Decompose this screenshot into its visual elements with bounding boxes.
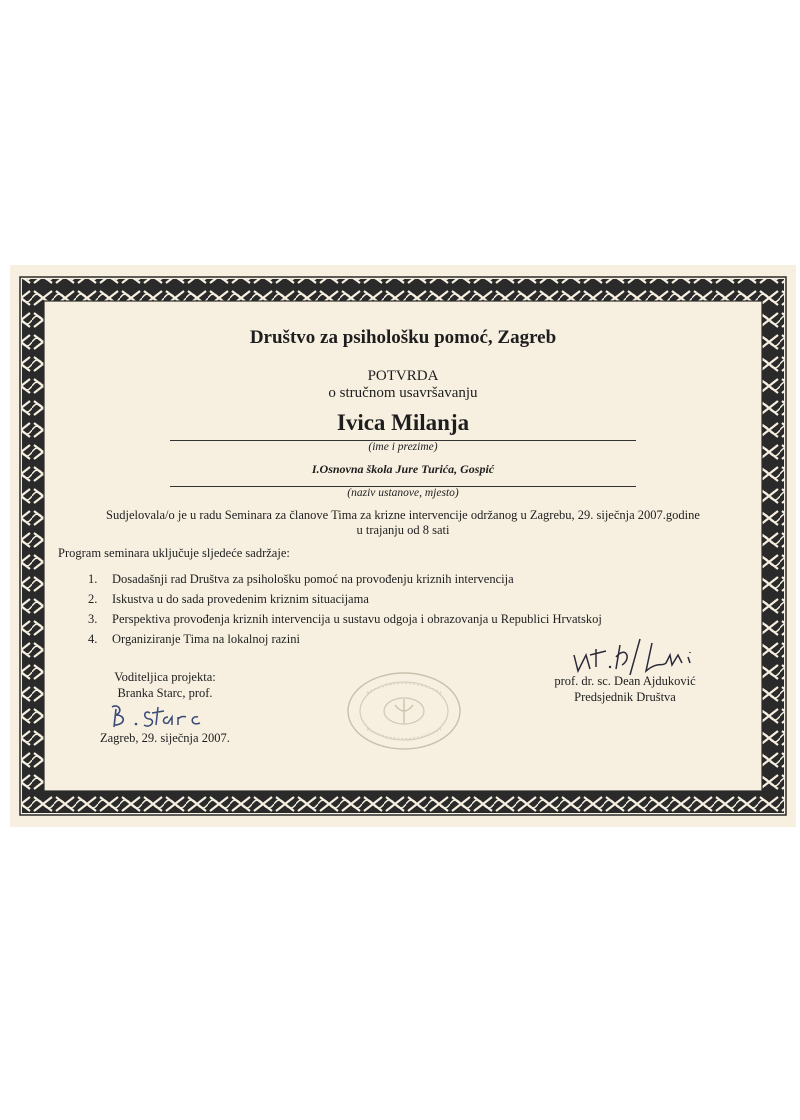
document-subtitle: o stručnom usavršavanju — [328, 385, 478, 401]
place-date: Zagreb, 29. siječnja 2007. — [100, 731, 230, 745]
list-item — [88, 592, 369, 607]
left-signatory — [100, 669, 230, 701]
institution-name: I.Osnovna škola Jure Turića, Gospić — [311, 462, 495, 476]
list-item-number: 1. — [88, 572, 98, 586]
list-item — [88, 612, 602, 627]
participant-name: Ivica Milanja — [336, 410, 470, 435]
list-item-text: Dosadašnji rad Društva za psihološku pomoć na provođenju kriznih intervencija — [112, 572, 514, 586]
list-item-number: 4. — [88, 632, 98, 646]
list-item-number: 2. — [88, 592, 98, 606]
organization-title: Društvo za psihološku pomoć, Zagreb — [249, 327, 557, 348]
program-intro: Program seminara uključuje sljedeće sadržaje: — [58, 546, 290, 560]
embossed-seal — [345, 671, 463, 751]
right-signatory — [550, 673, 700, 705]
document-type: POTVRDA — [367, 368, 439, 384]
certificate-content — [10, 265, 796, 827]
right-signatory-name: prof. dr. sc. Dean Ajduković — [554, 674, 696, 688]
right-handwritten-signature — [566, 635, 716, 675]
certificate — [10, 265, 796, 827]
right-signatory-role: Predsjednik Društva — [574, 690, 676, 704]
institution-caption: (naziv ustanove, mjesto) — [347, 487, 459, 499]
list-item-text: Iskustva u do sada provedenim kriznim situacijama — [112, 592, 369, 606]
list-item-text: Perspektiva provođenja kriznih intervencija u sustavu odgoja i obrazovanja u Republici Hrvatskoj — [112, 612, 602, 626]
list-item — [88, 572, 514, 587]
list-item-number: 3. — [88, 612, 98, 626]
statement-line-1: Sudjelovala/o je u radu Seminara za članove Tima za krizne intervencije održanog u Zagrebu, 29. siječnja 2007.godine — [106, 508, 700, 522]
list-item — [88, 632, 300, 647]
left-signatory-name: Branka Starc, prof. — [117, 686, 213, 700]
participation-statement — [70, 508, 736, 538]
statement-line-2: u trajanju od 8 sati — [356, 523, 450, 537]
list-item-text: Organiziranje Tima na lokalnoj razini — [112, 632, 300, 646]
name-caption: (ime i prezime) — [368, 441, 438, 453]
left-handwritten-signature — [106, 701, 236, 733]
left-signatory-role: Voditeljica projekta: — [114, 670, 216, 684]
